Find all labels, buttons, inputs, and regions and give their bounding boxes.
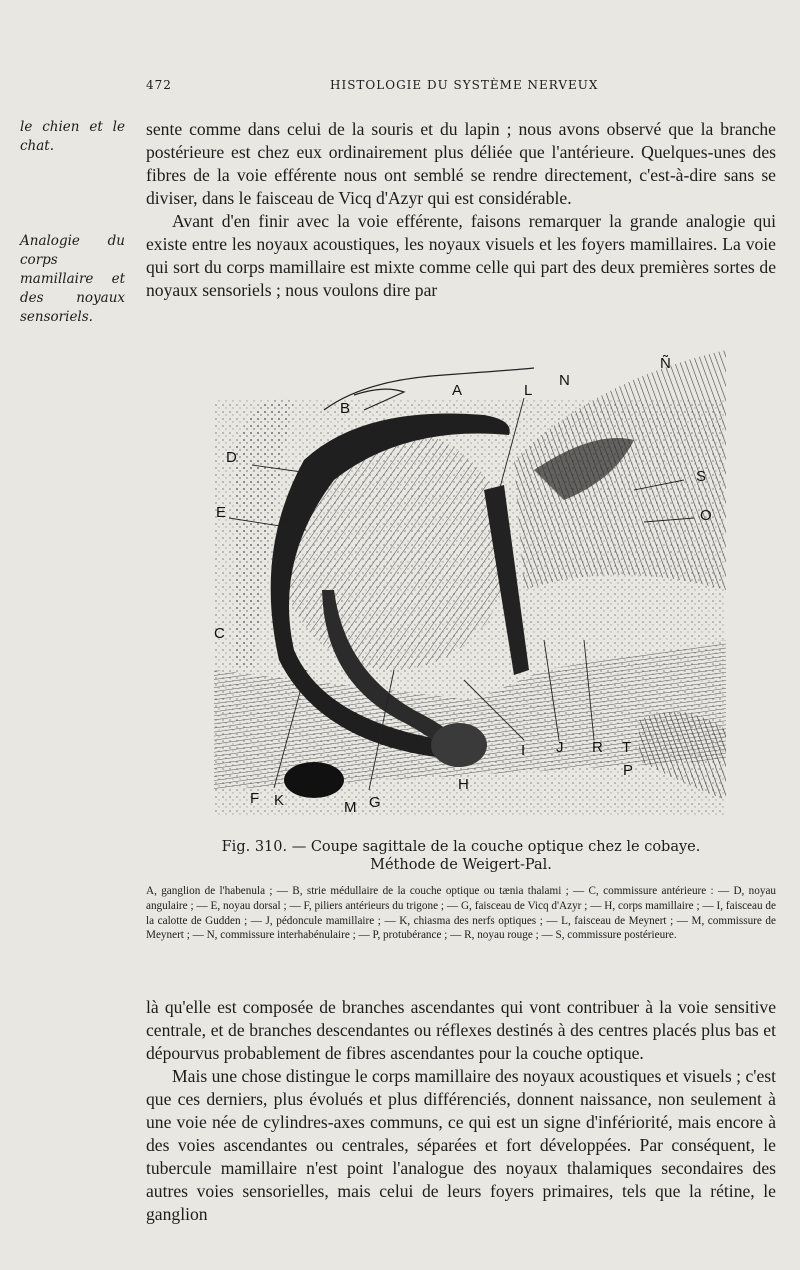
fig-label-d: D xyxy=(226,449,237,466)
legend-text: A, ganglion de l'habenula ; — B, strie médullaire de la couche optique ou tænia thalami ; — C, commissure antérieure : — D, noyau angulaire ; — E, noyau dorsal ; — F, piliers antérieurs du trigone ; — G, faisceau de Vicq d'Azyr ; — H, corps mamillaire ; — I, faisceau de la calotte de Gudden ; — J, pédoncule mamillaire ; — K, chiasma des nerfs optiques ; — L, faisceau de Meynert ; — M, commissure de Meynert ; — N, commissure interhabénulaire ; — P, protubérance ; — R, noyau rouge ; — S, commissure postérieure. xyxy=(146,885,776,942)
figure-legend xyxy=(146,884,776,943)
paragraph-continuation: sente comme dans celui de la souris et du lapin ; nous avons observé que la branche postérieure est chez eux ordinairement plus déliée que l'antérieure. Quelques-unes des fibres de la voie efférente nous ont semblé se rendre directement, c'est-à-dire sans se diviser, dans le faisceau de Vicq d'Azyr qui est considérable. xyxy=(146,119,776,208)
fig-label-a: A xyxy=(452,382,463,399)
fig-label-h: H xyxy=(458,776,469,793)
fig-label-l: L xyxy=(524,382,533,399)
fig-label-r: R xyxy=(592,739,603,756)
fig-label-t: T xyxy=(622,739,632,756)
running-head xyxy=(0,78,800,98)
figure-caption xyxy=(146,838,776,874)
fig-label-m: M xyxy=(344,799,357,815)
margin-note-analogy: Analogie du corps mamillaire et des noyaux sensoriels. xyxy=(20,233,125,325)
running-title: HISTOLOGIE DU SYSTÈME NERVEUX xyxy=(330,78,599,92)
paragraph-branches: là qu'elle est composée de branches ascendantes qui vont contribuer à la voie sensitive centrale, et de branches descendantes ou réflexes destinés à des centres placés plus bas et dépourvus probablement de fibres ascendantes pour la couche optique. xyxy=(146,997,776,1063)
margin-note-species: le chien et le chat. xyxy=(20,119,125,154)
paragraph-analogy: Avant d'en finir avec la voie efférente, faisons remarquer la grande analogie qui existe entre les noyaux acoustiques, les noyaux visuels et les foyers mamillaires. La voie qui sort du corps mamillaire est mixte comme celle qui part des deux premières sortes de noyaux sensoriels ; nous voulons dire par xyxy=(146,211,776,300)
page-number: 472 xyxy=(146,78,172,92)
fig-label-k: K xyxy=(274,792,285,809)
caption-line-1: Fig. 310. — Coupe sagittale de la couche optique chez le cobaye. xyxy=(221,839,701,855)
fig-label-e: E xyxy=(216,504,227,521)
fig-label-g: G xyxy=(369,794,381,811)
fig-label-i: I xyxy=(521,742,526,759)
fig-label-b: B xyxy=(340,400,351,417)
fig-label-n-tilde: Ñ xyxy=(660,355,671,372)
fig-label-s: S xyxy=(696,468,707,485)
paragraph-distinction: Mais une chose distingue le corps mamillaire des noyaux acoustiques et visuels ; c'est que ces derniers, plus évolués et plus différenciés, donnent naissance, non seulement à une voie née de cylindres-axes communs, ce qui est un signe d'infériorité, mais encore à des voies ascendantes ou centrales, séparées et fort développées. Par conséquent, le tubercule mamillaire n'est point l'analogue des noyaux thalamiques secondaires des autres voies sensorielles, mais celui de leurs foyers primaires, tels que la rétine, le ganglion xyxy=(146,1066,776,1224)
top-text-block xyxy=(146,118,776,302)
fig-label-o: O xyxy=(700,507,712,524)
fig-label-p: P xyxy=(623,762,634,779)
fig-label-j: J xyxy=(556,739,564,756)
fig-label-c: C xyxy=(214,625,225,642)
bottom-text-block xyxy=(146,996,776,1226)
thalamus-section-drawing xyxy=(214,340,726,815)
caption-line-2: Méthode de Weigert-Pal. xyxy=(370,857,552,873)
fig-label-n: N xyxy=(559,372,570,389)
figure-310-illustration xyxy=(214,340,726,815)
fig-label-f: F xyxy=(250,790,260,807)
